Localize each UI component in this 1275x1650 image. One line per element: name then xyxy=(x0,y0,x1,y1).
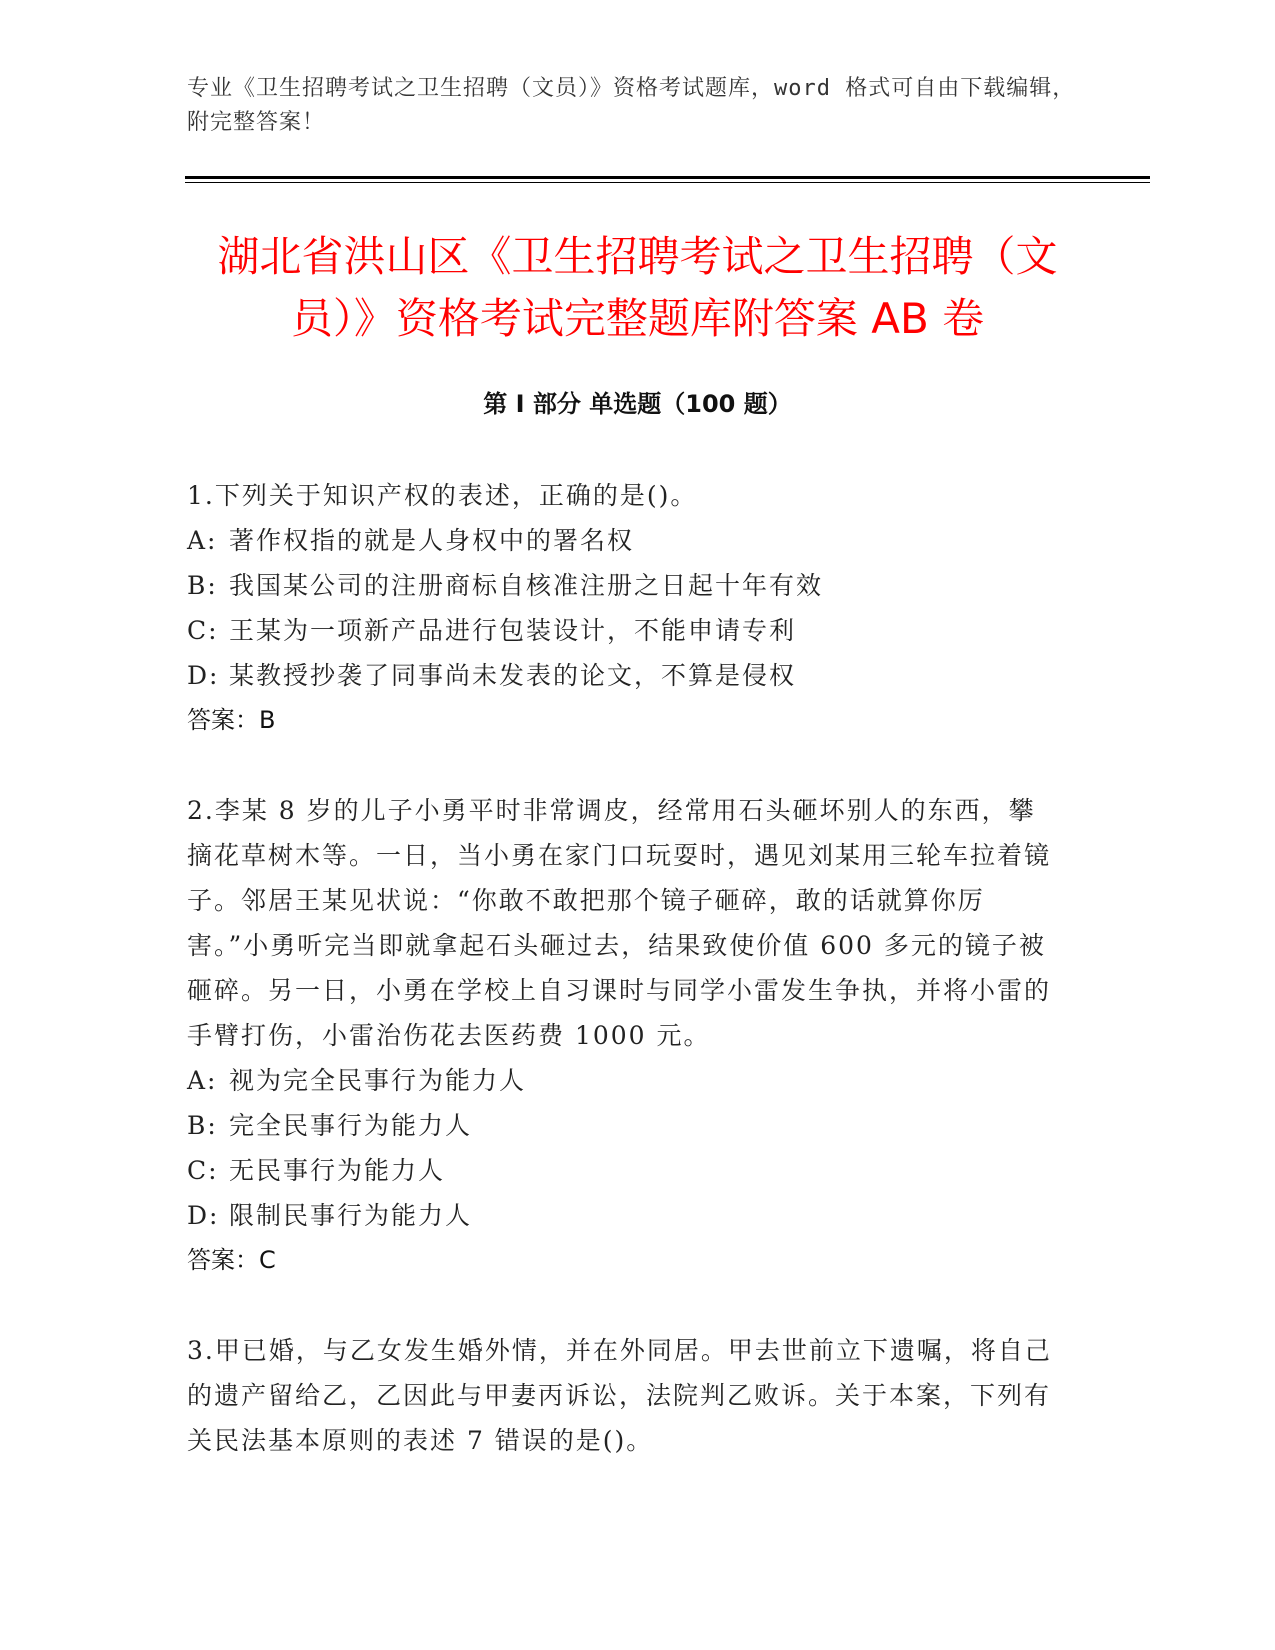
answer-line: 答案：B xyxy=(187,706,276,734)
option-key: C: xyxy=(187,616,219,645)
option-list xyxy=(187,1058,1057,1238)
option-text: 我国某公司的注册商标自核准注册之日起十年有效 xyxy=(229,571,824,600)
option-d xyxy=(187,1193,1057,1238)
option-list xyxy=(187,518,1057,698)
question-1 xyxy=(187,473,1057,743)
option-key: D: xyxy=(187,661,220,690)
option-c xyxy=(187,608,1057,653)
option-b xyxy=(187,563,1057,608)
option-text: 王某为一项新产品进行包装设计，不能申请专利 xyxy=(229,616,797,645)
question-2 xyxy=(187,788,1057,1283)
question-3 xyxy=(187,1328,1057,1463)
option-key: D: xyxy=(187,1201,220,1230)
question-stem: 2.李某 8 岁的儿子小勇平时非常调皮，经常用石头砸坏别人的东西，攀摘花草树木等。一日，当小勇在家门口玩耍时，遇见刘某用三轮车拉着镜子。邻居王某见状说：“你敢不敢把那个镜子砸碎，敢的话就算你厉害。”小勇听完当即就拿起石头砸过去，结果致使价值 600 多元的镜子被砸碎。另一日，小勇在学校上自习课时与同学小雷发生争执，并将小雷的手臂打伤，小雷治伤花去医药费 1000 元。 xyxy=(187,796,1052,1050)
option-key: A: xyxy=(187,526,218,555)
question-stem: 1.下列关于知识产权的表述，正确的是()。 xyxy=(187,481,698,510)
header-divider-thin xyxy=(185,182,1150,183)
answer-line: 答案：C xyxy=(187,1246,276,1274)
option-c xyxy=(187,1148,1057,1193)
option-key: B: xyxy=(187,1111,218,1140)
document-title: 湖北省洪山区《卫生招聘考试之卫生招聘（文员）》资格考试完整题库附答案 AB 卷 xyxy=(217,232,1058,343)
question-stem: 3.甲已婚，与乙女发生婚外情，并在外同居。甲去世前立下遗嘱，将自己的遗产留给乙，乙因此与甲妻丙诉讼，法院判乙败诉。关于本案，下列有关民法基本原则的表述 7 错误的是()。 xyxy=(187,1336,1052,1455)
option-text: 完全民事行为能力人 xyxy=(229,1111,473,1140)
option-a xyxy=(187,518,1057,563)
question-list xyxy=(187,473,1057,1508)
option-text: 限制民事行为能力人 xyxy=(229,1201,473,1230)
section-title: 第 I 部分 单选题（100 题） xyxy=(483,390,792,418)
option-a xyxy=(187,1058,1057,1103)
option-key: A: xyxy=(187,1066,218,1095)
option-key: C: xyxy=(187,1156,219,1185)
option-text: 某教授抄袭了同事尚未发表的论文，不算是侵权 xyxy=(229,661,797,690)
option-b xyxy=(187,1103,1057,1148)
option-d xyxy=(187,653,1057,698)
option-text: 视为完全民事行为能力人 xyxy=(229,1066,527,1095)
header-note: 专业《卫生招聘考试之卫生招聘（文员）》资格考试题库，word 格式可自由下载编辑，附完整答案！ xyxy=(187,76,1076,135)
option-key: B: xyxy=(187,571,218,600)
option-text: 著作权指的就是人身权中的署名权 xyxy=(229,526,635,555)
option-text: 无民事行为能力人 xyxy=(229,1156,446,1185)
header-divider-thick xyxy=(185,176,1150,179)
